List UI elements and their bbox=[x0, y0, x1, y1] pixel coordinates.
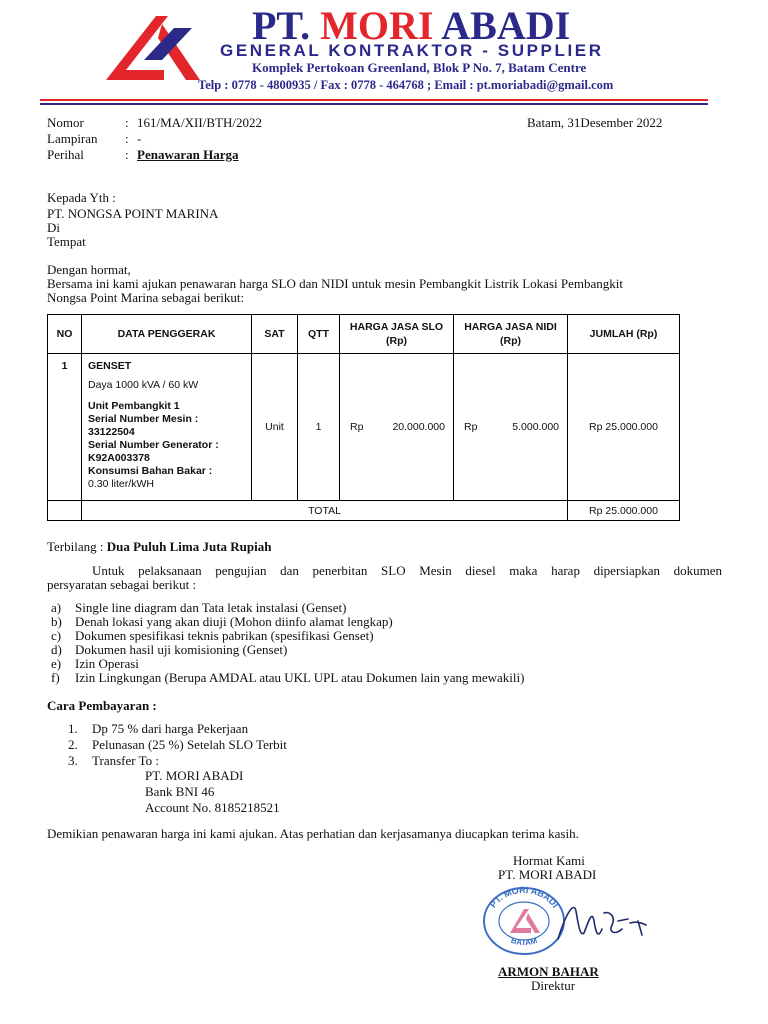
header-qtt: QTT bbox=[298, 315, 340, 354]
header-data-penggerak: DATA PENGGERAK bbox=[82, 315, 252, 354]
nomor-colon: : bbox=[125, 115, 129, 130]
row-jumlah: Rp 25.000.000 bbox=[568, 354, 680, 501]
row-harga-slo: Rp 20.000.000 bbox=[340, 354, 454, 501]
list-item: e) Izin Operasi bbox=[51, 656, 139, 671]
lampiran-label: Lampiran bbox=[47, 131, 98, 146]
opening-line-1: Bersama ini kami ajukan penawaran harga SLO dan NIDI untuk mesin Pembangkit Listrik Lokasi Pembangkit bbox=[47, 276, 623, 291]
recipient-company: PT. NONGSA POINT MARINA bbox=[47, 206, 219, 221]
header-harga-slo: HARGA JASA SLO (Rp) bbox=[340, 315, 454, 354]
recipient-greeting: Kepada Yth : bbox=[47, 190, 116, 205]
perihal-colon: : bbox=[125, 147, 129, 162]
payment-list bbox=[68, 721, 287, 769]
signer-name: ARMON BAHAR bbox=[498, 964, 599, 979]
total-empty bbox=[48, 501, 82, 521]
svg-text:BATAM: BATAM bbox=[509, 935, 539, 948]
requirements-intro-1: Untuk pelaksanaan pengujian dan penerbitan SLO Mesin diesel maka harap dipersiapkan dokumen bbox=[92, 563, 722, 578]
row-no: 1 bbox=[48, 354, 82, 501]
bank-account-name: PT. MORI ABADI bbox=[145, 768, 244, 783]
letterhead-divider-red bbox=[40, 99, 708, 101]
list-item: 3. Transfer To : bbox=[68, 753, 159, 768]
perihal-label: Perihal bbox=[47, 147, 84, 162]
row-qtt: 1 bbox=[298, 354, 340, 501]
recipient-di: Di bbox=[47, 220, 60, 235]
closing-text: Demikian penawaran harga ini kami ajukan. Atas perhatian dan kerjasamanya diucapkan terima kasih. bbox=[47, 826, 579, 841]
list-item: b) Denah lokasi yang akan diuji (Mohon diinfo alamat lengkap) bbox=[51, 614, 393, 629]
row-harga-nidi: Rp 5.000.000 bbox=[454, 354, 568, 501]
company-logo bbox=[104, 14, 200, 82]
letterhead-divider-blue bbox=[40, 103, 708, 105]
signature-scribble bbox=[552, 893, 652, 953]
row-sat: Unit bbox=[252, 354, 298, 501]
requirements-list bbox=[51, 601, 524, 685]
place-date: Batam, 31Desember 2022 bbox=[527, 115, 663, 130]
quote-table bbox=[47, 314, 680, 521]
opening-line-2: Nongsa Point Marina sebagai berikut: bbox=[47, 290, 245, 305]
payment-heading: Cara Pembayaran : bbox=[47, 698, 157, 713]
list-item: a) Single line diagram dan Tata letak instalasi (Genset) bbox=[51, 600, 347, 615]
recipient-place: Tempat bbox=[47, 234, 86, 249]
list-item: 2. Pelunasan (25 %) Setelah SLO Terbit bbox=[68, 737, 287, 752]
terbilang: Terbilang : Dua Puluh Lima Juta Rupiah bbox=[47, 539, 272, 554]
company-name: PT. MORI ABADI bbox=[252, 3, 571, 48]
list-item: d) Dokumen hasil uji komisioning (Genset) bbox=[51, 642, 288, 657]
nomor-label: Nomor bbox=[47, 115, 84, 130]
table-total-row bbox=[48, 501, 680, 521]
header-no: NO bbox=[48, 315, 82, 354]
lampiran-value: - bbox=[137, 131, 142, 146]
total-label: TOTAL bbox=[82, 501, 568, 521]
svg-text:PT. MORI ABADI: PT. MORI ABADI bbox=[487, 884, 561, 910]
nomor-value: 161/MA/XII/BTH/2022 bbox=[137, 115, 262, 130]
signer-title: Direktur bbox=[531, 978, 576, 993]
opening-greeting: Dengan hormat, bbox=[47, 262, 131, 277]
list-item: 1. Dp 75 % dari harga Pekerjaan bbox=[68, 721, 249, 736]
company-tagline: GENERAL KONTRAKTOR - SUPPLIER bbox=[220, 41, 604, 60]
bank-account-number: Account No. 8185218521 bbox=[145, 800, 280, 815]
requirements-intro-2: persyaratan sebagai berikut : bbox=[47, 577, 197, 592]
bank-name: Bank BNI 46 bbox=[145, 784, 215, 799]
header-jumlah: JUMLAH (Rp) bbox=[568, 315, 680, 354]
signer-company: PT. MORI ABADI bbox=[498, 867, 597, 882]
perihal-value: Penawaran Harga bbox=[137, 147, 239, 162]
row-description: GENSET Daya 1000 kVA / 60 kW Unit Pembangkit 1 Serial Number Mesin : 33122504 Serial Number Generator : K92A003378 Konsumsi Bahan Bakar : 0.30 liter/kWH bbox=[82, 354, 252, 501]
list-item: c) Dokumen spesifikasi teknis pabrikan (spesifikasi Genset) bbox=[51, 628, 374, 643]
list-item: f) Izin Lingkungan (Berupa AMDAL atau UKL UPL atau Dokumen lain yang mewakili) bbox=[51, 670, 525, 685]
company-contact: Telp : 0778 - 4800935 / Fax : 0778 - 464768 ; Email : pt.moriabadi@gmail.com bbox=[198, 78, 614, 92]
header-harga-nidi: HARGA JASA NIDI (Rp) bbox=[454, 315, 568, 354]
company-address: Komplek Pertokoan Greenland, Blok P No. 7, Batam Centre bbox=[252, 60, 587, 75]
table-header-row bbox=[48, 315, 680, 354]
regards: Hormat Kami bbox=[513, 853, 585, 868]
lampiran-colon: : bbox=[125, 131, 129, 146]
header-sat: SAT bbox=[252, 315, 298, 354]
total-value: Rp 25.000.000 bbox=[568, 501, 680, 521]
table-row bbox=[48, 354, 680, 501]
